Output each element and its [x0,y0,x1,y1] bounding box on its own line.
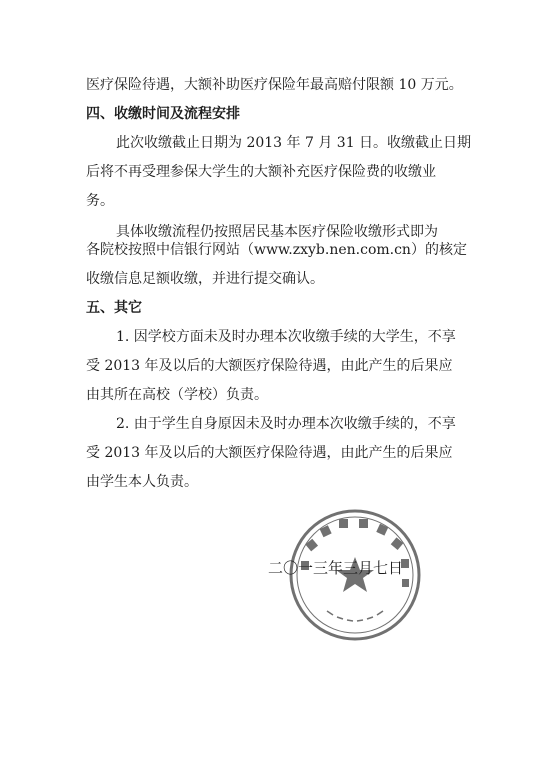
body-line: 2. 由于学生自身原因未及时办理本次收缴手续的，不享 [116,416,456,432]
body-line: 各院校按照中信银行网站（www.zxyb.nen.com.cn）的核定 [86,242,467,258]
body-line: 收缴信息足额收缴，并进行提交确认。 [86,271,324,287]
body-line: 由学生本人负责。 [86,474,198,490]
section-heading: 四、收缴时间及流程安排 [86,106,240,122]
body-line: 受 2013 年及以后的大额医疗保险待遇，由此产生的后果应 [86,358,453,374]
section-heading: 五、其它 [86,300,142,316]
body-line: 此次收缴截止日期为 2013 年 7 月 31 日。收缴截止日期 [116,135,472,151]
body-line: 1. 因学校方面未及时办理本次收缴手续的大学生，不享 [116,329,456,345]
document-date: 二〇一三年三月七日 [268,559,404,577]
body-line: 受 2013 年及以后的大额医疗保险待遇，由此产生的后果应 [86,445,453,461]
body-line: 具体收缴流程仍按照居民基本医疗保险收缴形式即为 [116,224,438,240]
body-line: 医疗保险待遇，大额补助医疗保险年最高赔付限额 10 万元。 [86,77,463,93]
body-line: 由其所在高校（学校）负责。 [86,387,268,403]
body-line: 后将不再受理参保大学生的大额补充医疗保险费的收缴业 [86,164,436,180]
body-line: 务。 [86,193,114,209]
